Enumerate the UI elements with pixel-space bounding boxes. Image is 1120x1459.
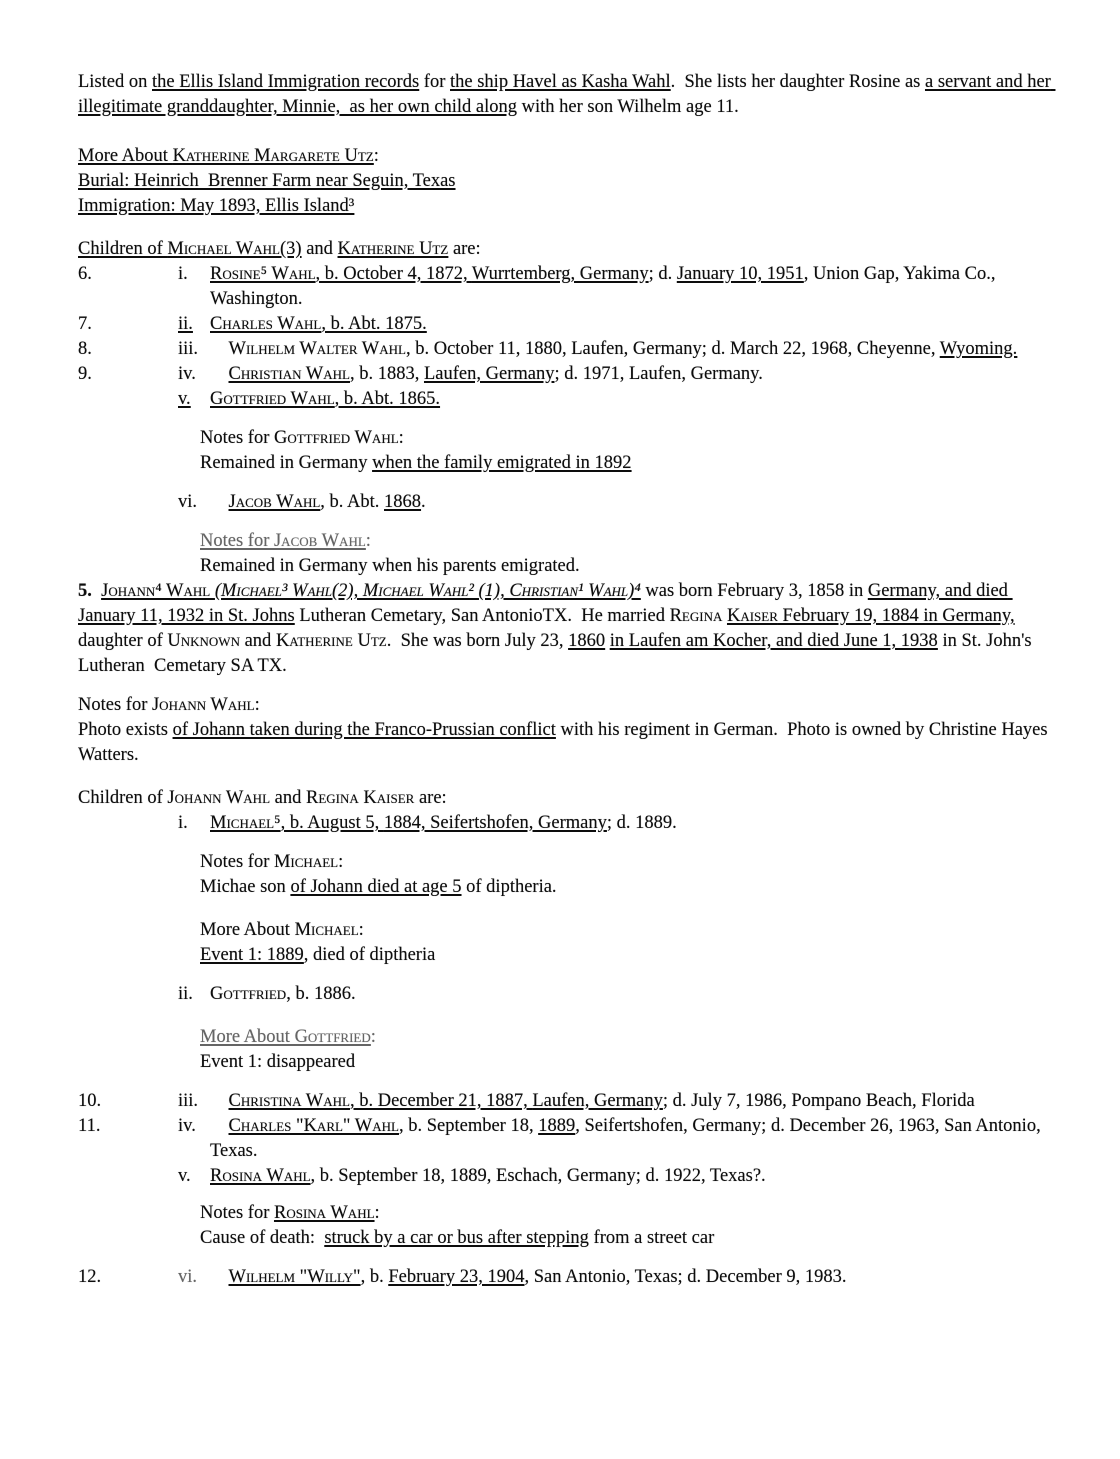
notes-johann-section bbox=[78, 693, 1052, 768]
child-roman-numeral: vi. bbox=[178, 1267, 198, 1287]
child-row-christian bbox=[78, 362, 1052, 387]
utz-burial-line: Burial: Heinrich Brenner Farm near Seguin, Texas bbox=[78, 171, 456, 191]
child-number: 8. bbox=[78, 339, 92, 359]
notes-heading: Notes for Jacob Wahl: bbox=[200, 531, 371, 551]
more-about-utz-heading: More About Katherine Margarete Utz: bbox=[78, 146, 379, 166]
utz-immigration-line: Immigration: May 1893, Ellis Island³ bbox=[78, 196, 355, 216]
notes-heading: Notes for Rosina Wahl: bbox=[200, 1203, 380, 1223]
child-roman-numeral: i. bbox=[178, 813, 188, 833]
child-row-wilhelm-willy bbox=[78, 1265, 1052, 1290]
child-row-wilhelm-walter bbox=[78, 337, 1052, 362]
notes-body: Remained in Germany when his parents emigrated. bbox=[200, 556, 580, 576]
child-text: Rosina Wahl, b. September 18, 1889, Eschach, Germany; d. 1922, Texas?. bbox=[210, 1166, 766, 1186]
child-number: 9. bbox=[78, 364, 92, 384]
more-about-gottfried-section bbox=[200, 1025, 1052, 1075]
more-about-utz-section bbox=[78, 144, 1052, 219]
child-roman-numeral: v. bbox=[178, 389, 191, 409]
child-text: Jacob Wahl, b. Abt. 1868. bbox=[228, 492, 426, 512]
child-row-jacob bbox=[78, 490, 1052, 515]
child-row-rosine bbox=[78, 262, 1052, 312]
child-roman-numeral: iii. bbox=[178, 1091, 199, 1111]
notes-body: Photo exists of Johann taken during the Franco-Prussian conflict with his regiment in German. Photo is owned by Christine Hayes Watters. bbox=[78, 720, 1052, 765]
notes-heading: Notes for Gottfried Wahl: bbox=[200, 428, 404, 448]
children2-heading: Children of Johann Wahl and Regina Kaiser are: bbox=[78, 788, 447, 808]
child-row-charles-karl bbox=[78, 1114, 1052, 1164]
notes-gottfried-section bbox=[200, 426, 1052, 476]
child-row-rosina bbox=[78, 1164, 1052, 1189]
notes-heading: Notes for Michael: bbox=[200, 852, 344, 872]
child-roman-numeral: i. bbox=[178, 264, 193, 284]
child-text: Michael⁵, b. August 5, 1884, Seifertshofen, Germany; d. 1889. bbox=[210, 813, 677, 833]
more-about-body: Event 1: 1889, died of diptheria bbox=[200, 945, 436, 965]
child-number: 6. bbox=[78, 264, 92, 284]
more-about-michael-section bbox=[200, 918, 1052, 968]
notes-heading: Notes for Johann Wahl: bbox=[78, 695, 260, 715]
child-text: Wilhelm "Willy", b. February 23, 1904, San Antonio, Texas; d. December 9, 1983. bbox=[228, 1267, 847, 1287]
child-number: 7. bbox=[78, 314, 92, 334]
more-about-body: Event 1: disappeared bbox=[200, 1052, 356, 1072]
notes-jacob-section bbox=[200, 529, 1052, 579]
child-text: Christian Wahl, b. 1883, Laufen, Germany; d. 1971, Laufen, Germany. bbox=[228, 364, 763, 384]
child-row-christina bbox=[78, 1089, 1052, 1114]
child-row-gottfried2 bbox=[78, 982, 1052, 1007]
child-text: Rosine⁵ Wahl, b. October 4, 1872, Wurrtemberg, Germany; d. January 10, 1951, Union Gap, Yakima Co., Washington. bbox=[210, 264, 1000, 309]
notes-rosina-section bbox=[200, 1201, 1052, 1251]
child-roman-numeral: iii. bbox=[178, 339, 199, 359]
child-number: 11. bbox=[78, 1116, 101, 1136]
child-text: Charles "Karl" Wahl, b. September 18, 1889, Seifertshofen, Germany; d. December 26, 1963, San Antonio, Texas. bbox=[210, 1116, 1045, 1161]
child-number: 12. bbox=[78, 1267, 102, 1287]
individual-5-johann-paragraph: 5. Johann⁴ Wahl (Michael³ Wahl(2), Michael Wahl² (1), Christian¹ Wahl)⁴ was born February 3, 1858 in Germany, and died January 11, 1932 in St. Johns Lutheran Cemetary, San AntonioTX. He married Regina Kaiser February 19, 1884 in Germany, daughter of Unknown and Katherine Utz. She was born July 23, 1860 in Laufen am Kocher, and died June 1, 1938 in St. John's Lutheran Cemetary SA TX. bbox=[78, 581, 1037, 676]
children1-heading: Children of Michael Wahl(3) and Katherine Utz are: bbox=[78, 239, 481, 259]
child-roman-numeral: v. bbox=[178, 1166, 191, 1186]
child-text: Gottfried Wahl, b. Abt. 1865. bbox=[210, 389, 441, 409]
notes-body: Michae son of Johann died at age 5 of diptheria. bbox=[200, 877, 557, 897]
children2-list-continued bbox=[78, 1089, 1052, 1189]
notes-body: Remained in Germany when the family emigrated in 1892 bbox=[200, 453, 632, 473]
child-roman-numeral: vi. bbox=[178, 492, 198, 512]
notes-michael-section bbox=[200, 850, 1052, 900]
child-roman-numeral: ii. bbox=[178, 314, 193, 334]
children1-list bbox=[78, 262, 1052, 412]
child-roman-numeral: iv. bbox=[178, 1116, 196, 1136]
child-row-michael bbox=[78, 811, 1052, 836]
child-roman-numeral: ii. bbox=[178, 984, 193, 1004]
child-row-charles1 bbox=[78, 312, 1052, 337]
notes-body: Cause of death: struck by a car or bus after stepping from a street car bbox=[200, 1228, 715, 1248]
more-about-heading: More About Gottfried: bbox=[200, 1027, 376, 1047]
more-about-heading: More About Michael: bbox=[200, 920, 364, 940]
child-number: 10. bbox=[78, 1091, 102, 1111]
child-text: Gottfried, b. 1886. bbox=[210, 984, 356, 1004]
child-roman-numeral: iv. bbox=[178, 364, 196, 384]
intro-paragraph: Listed on the Ellis Island Immigration records for the ship Havel as Kasha Wahl. She lists her daughter Rosine as a servant and her illegitimate granddaughter, Minnie, as her own child along with her son Wilhelm age 11. bbox=[78, 72, 1056, 117]
child-text: Charles Wahl, b. Abt. 1875. bbox=[210, 314, 427, 334]
child-row-gottfried1 bbox=[78, 387, 1052, 412]
child-text: Christina Wahl, b. December 21, 1887, Laufen, Germany; d. July 7, 1986, Pompano Beach, Florida bbox=[228, 1091, 975, 1111]
child-text: Wilhelm Walter Wahl, b. October 11, 1880, Laufen, Germany; d. March 22, 1968, Cheyenne, Wyoming. bbox=[228, 339, 1018, 359]
